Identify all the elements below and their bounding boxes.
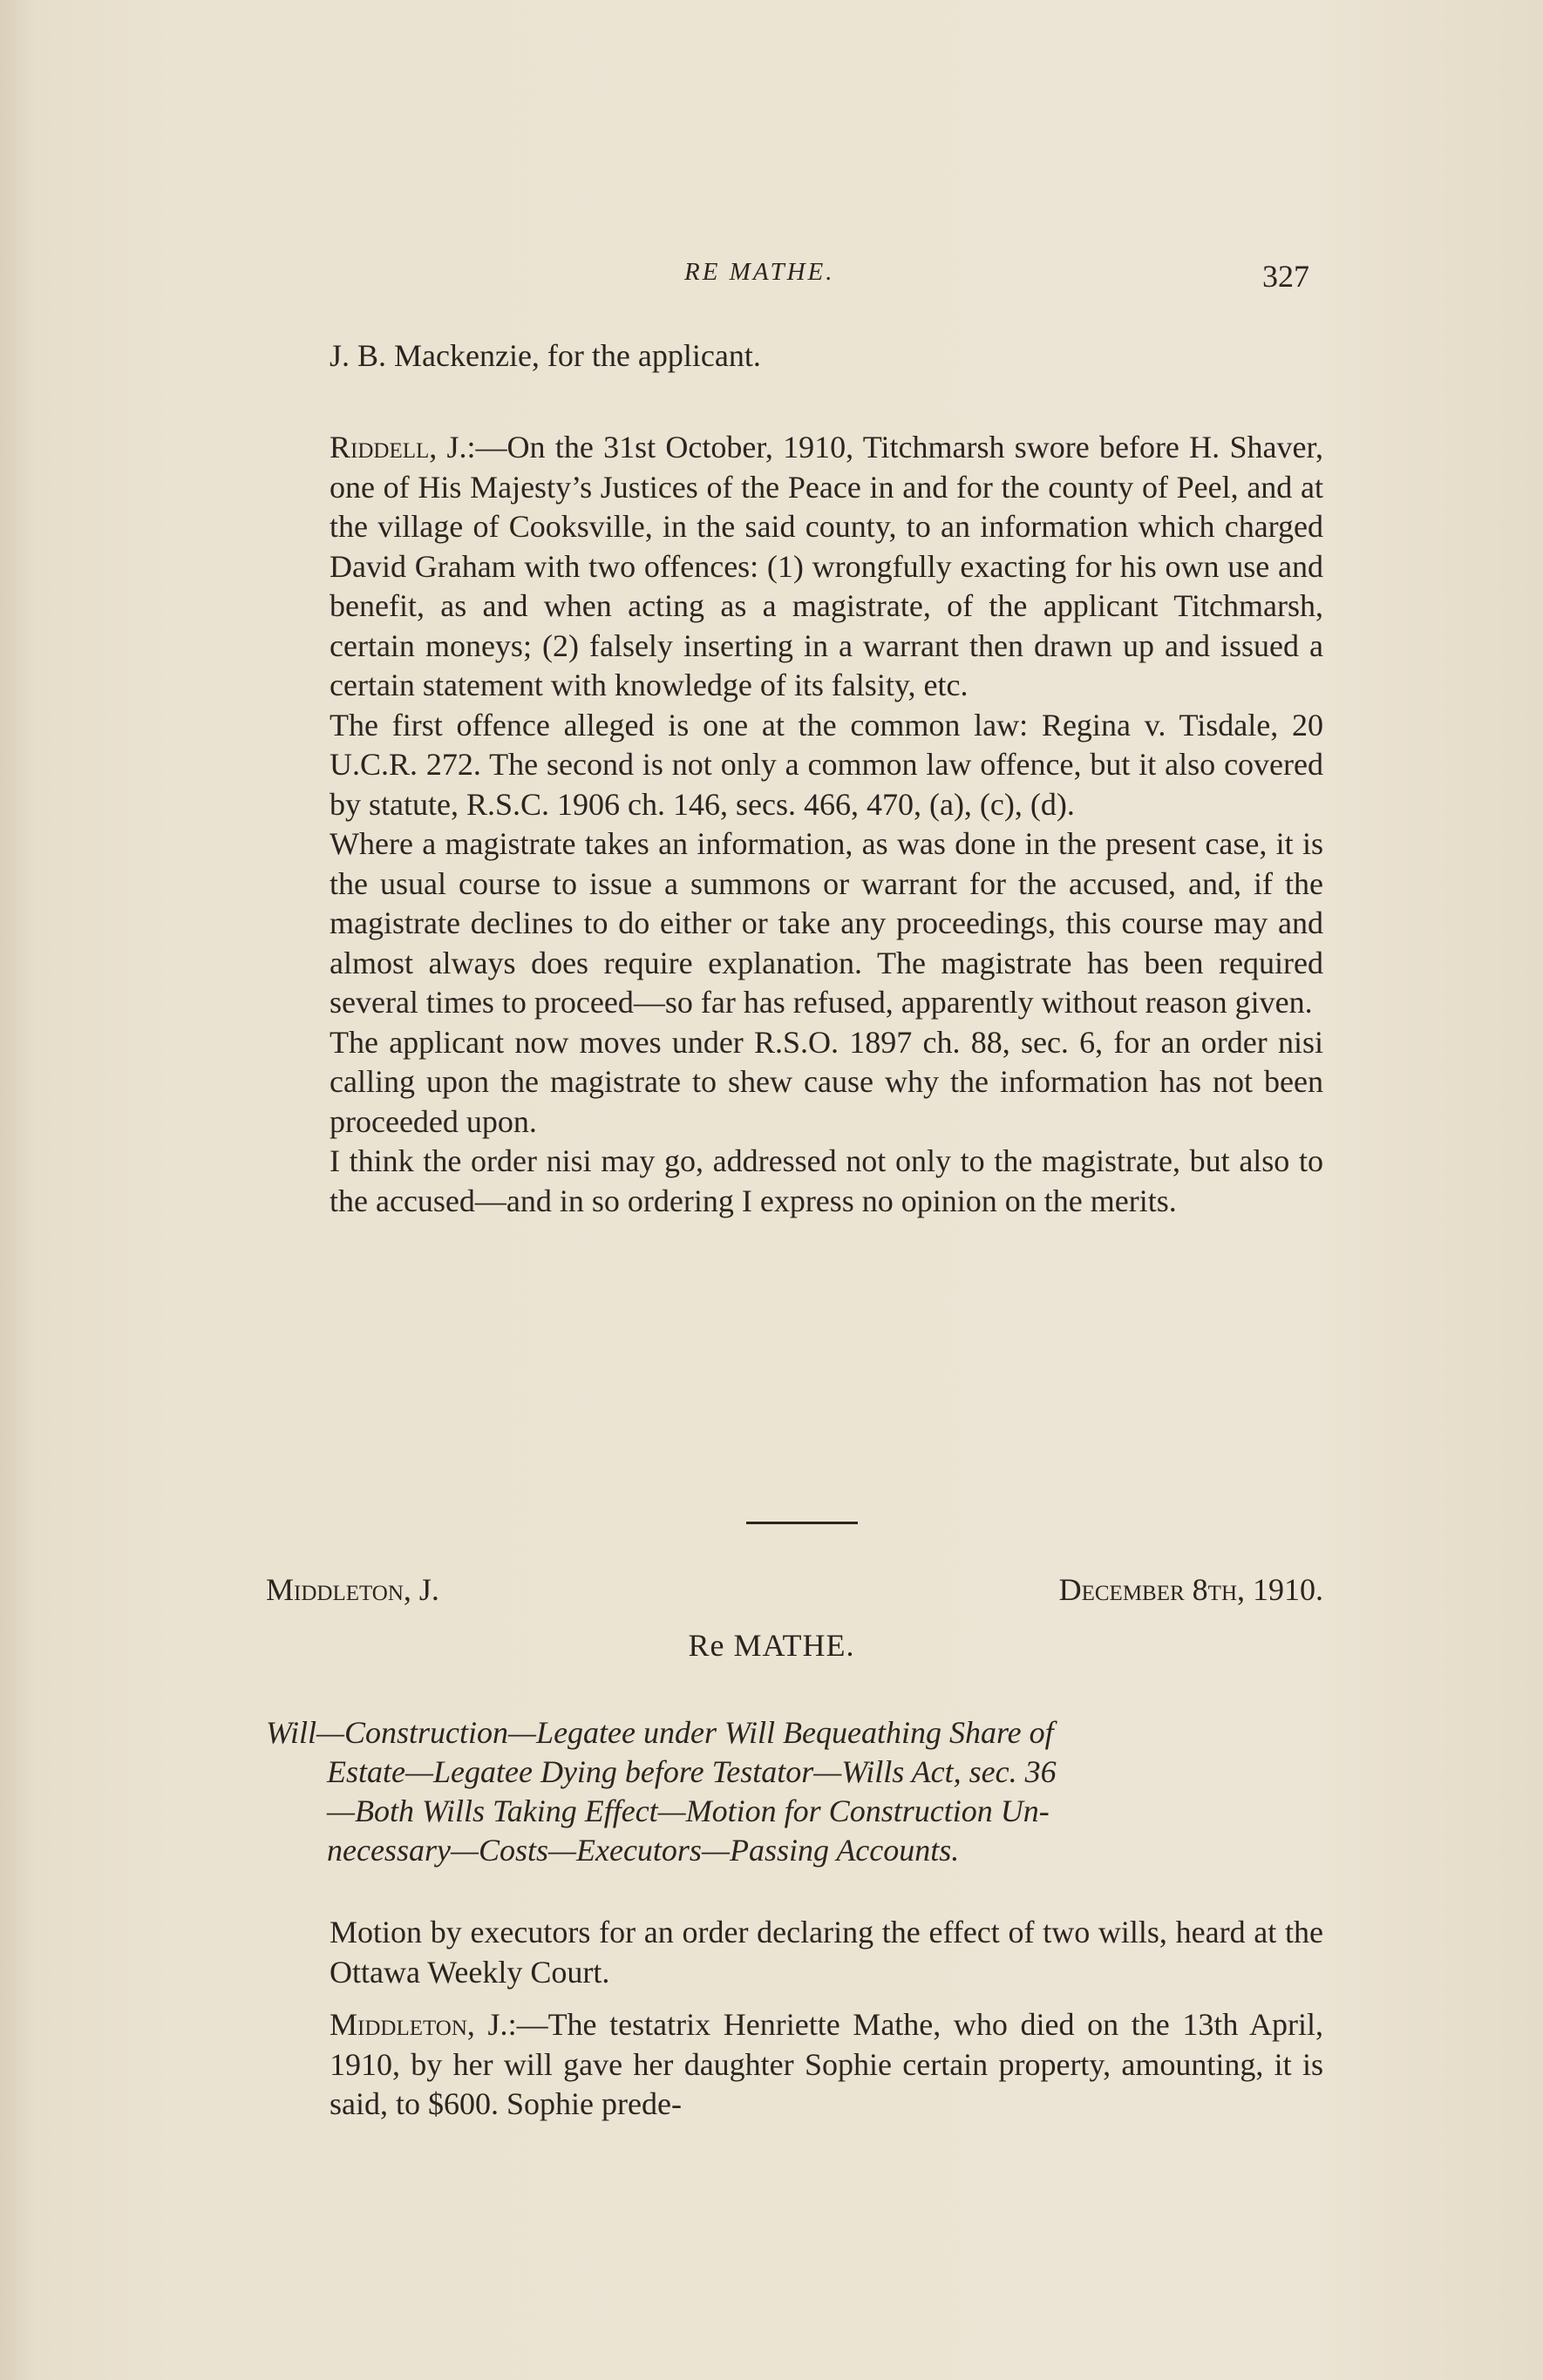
page-number: 327 [1262, 259, 1309, 294]
counsel-line [330, 336, 1323, 376]
opinion-paragraph [330, 428, 1323, 706]
motion-text: Motion by executors for an order declaring the effect of two wills, heard at the Ottawa Weekly Court. [330, 1915, 1323, 1990]
headnote-line: Estate—Legatee Dying before Testator—Wills Act, sec. 36 [327, 1754, 1057, 1789]
judge-name: Riddell, J. [330, 430, 467, 464]
opinion-paragraph: The first offence alleged is one at the common law: Regina v. Tisdale, 20 U.C.R. 272. The second is not only a common law offence, but it also covered by statute, R.S.C. 1906 ch. 146, secs. 466, 470, (a), (c), (d). [330, 707, 1323, 822]
case-date: December 8th, 1910. [1058, 1572, 1323, 1607]
paragraph-text: :—The testatrix Henriette Mathe, who died on the 13th April, 1910, by her will gave her daughter Sophie certain property, amounting, it is said, to $600. Sophie prede- [330, 2007, 1323, 2121]
opinion-paragraph [330, 2005, 1323, 2125]
section-divider [746, 1522, 858, 1524]
motion-paragraph [330, 1913, 1323, 1992]
opinion-paragraph: The applicant now moves under R.S.O. 1897 ch. 88, sec. 6, for an order nisi calling upon the magistrate to shew cause why the information has not been proceeded upon. [330, 1024, 1323, 1139]
case-judge: Middleton, J. [266, 1572, 439, 1607]
opinion-paragraph: I think the order nisi may go, addressed not only to the magistrate, but also to the accused—and in so ordering I express no opinion on the merits. [330, 1143, 1323, 1218]
headnote-line: Will—Construction—Legatee under Will Bequeathing Share of [266, 1715, 1054, 1750]
opinion-middleton [330, 2005, 1323, 2125]
running-title: RE MATHE. [684, 258, 835, 286]
headnote-line: necessary—Costs—Executors—Passing Accounts. [327, 1833, 960, 1868]
case-header [266, 1571, 1323, 1615]
opinion-paragraph: Where a magistrate takes an information, as was done in the present case, it is the usual course to issue a summons or warrant for the accused, and, if the magistrate declines to do either or take any proceedings, this course may and almost always does require explanation. The magistrate has been required several times to proceed—so far has refused, apparently without reason given. [330, 826, 1323, 1020]
headnote [266, 1713, 1323, 1870]
judge-name: Middleton, J. [330, 2007, 508, 2042]
opinion-riddell [330, 428, 1323, 1221]
headnote-line: —Both Wills Taking Effect—Motion for Construction Un- [327, 1793, 1050, 1828]
counsel-text: J. B. Mackenzie, for the applicant. [330, 338, 761, 373]
paragraph-text: :—On the 31st October, 1910, Titchmarsh swore before H. Shaver, one of His Majesty’s Justices of the Peace in and for the county of Peel, and at the village of Cooksville, in the said county, to an information which charged David Graham with two offences: (1) wrongfully exacting for his own use and benefit, as and when acting as a magistrate, of the applicant Titchmarsh, certain moneys; (2) falsely inserting in a warrant then drawn up and issued a certain statement with knowledge of its falsity, etc. [330, 430, 1323, 702]
running-head [0, 258, 1543, 302]
case-title: Re MATHE. [688, 1628, 855, 1663]
